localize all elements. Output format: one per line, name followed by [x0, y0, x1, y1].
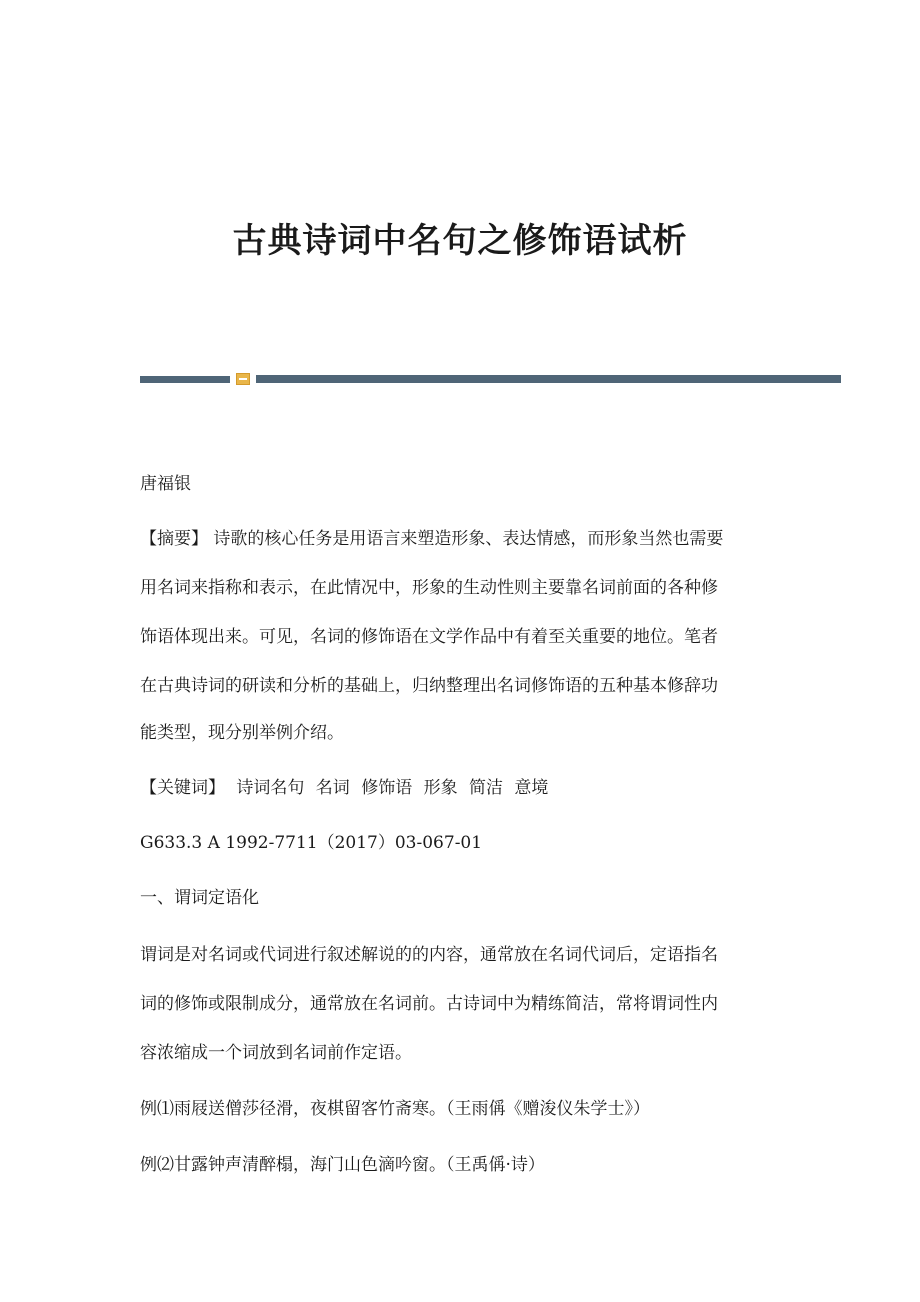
body-line: 容浓缩成一个词放到名词前作定语。	[140, 1043, 412, 1063]
divider-bar-left	[140, 376, 230, 383]
document-title: 古典诗词中名句之修饰语试析	[232, 221, 688, 261]
abstract-line: 【摘要】 诗歌的核心任务是用语言来塑造形象、表达情感，而形象当然也需要	[140, 529, 724, 549]
abstract-line: 能类型，现分别举例介绍。	[140, 723, 344, 743]
abstract-line: 用名词来指称和表示，在此情况中，形象的生动性则主要靠名词前面的各种修	[140, 578, 718, 598]
body-line: 谓词是对名词或代词进行叙述解说的的内容，通常放在名词代词后，定语指名	[140, 945, 718, 965]
title-divider	[140, 372, 841, 386]
abstract-line: 在古典诗词的研读和分析的基础上，归纳整理出名词修饰语的五种基本修辞功	[140, 676, 718, 696]
divider-ornament-icon	[236, 373, 250, 385]
keywords-line: 【关键词】 诗词名句 名词 修饰语 形象 简洁 意境	[140, 778, 549, 798]
classification-code: G633.3 A 1992-7711（2017）03-067-01	[140, 833, 483, 853]
author-name: 唐福银	[140, 474, 191, 494]
abstract-line: 饰语体现出来。可见，名词的修饰语在文学作品中有着至关重要的地位。笔者	[140, 627, 718, 647]
body-line: 词的修饰或限制成分，通常放在名词前。古诗词中为精练简洁，常将谓词性内	[140, 994, 718, 1014]
example-line: 例⑵甘露钟声清醉榻，海门山色滴吟窗。（王禹偁·诗）	[140, 1155, 545, 1175]
example-line: 例⑴雨屐送僧莎径滑，夜棋留客竹斋寒。（王雨偁《赠浚仪朱学士》）	[140, 1099, 650, 1119]
section-heading: 一、谓词定语化	[140, 888, 259, 908]
divider-bar-right	[256, 375, 841, 383]
